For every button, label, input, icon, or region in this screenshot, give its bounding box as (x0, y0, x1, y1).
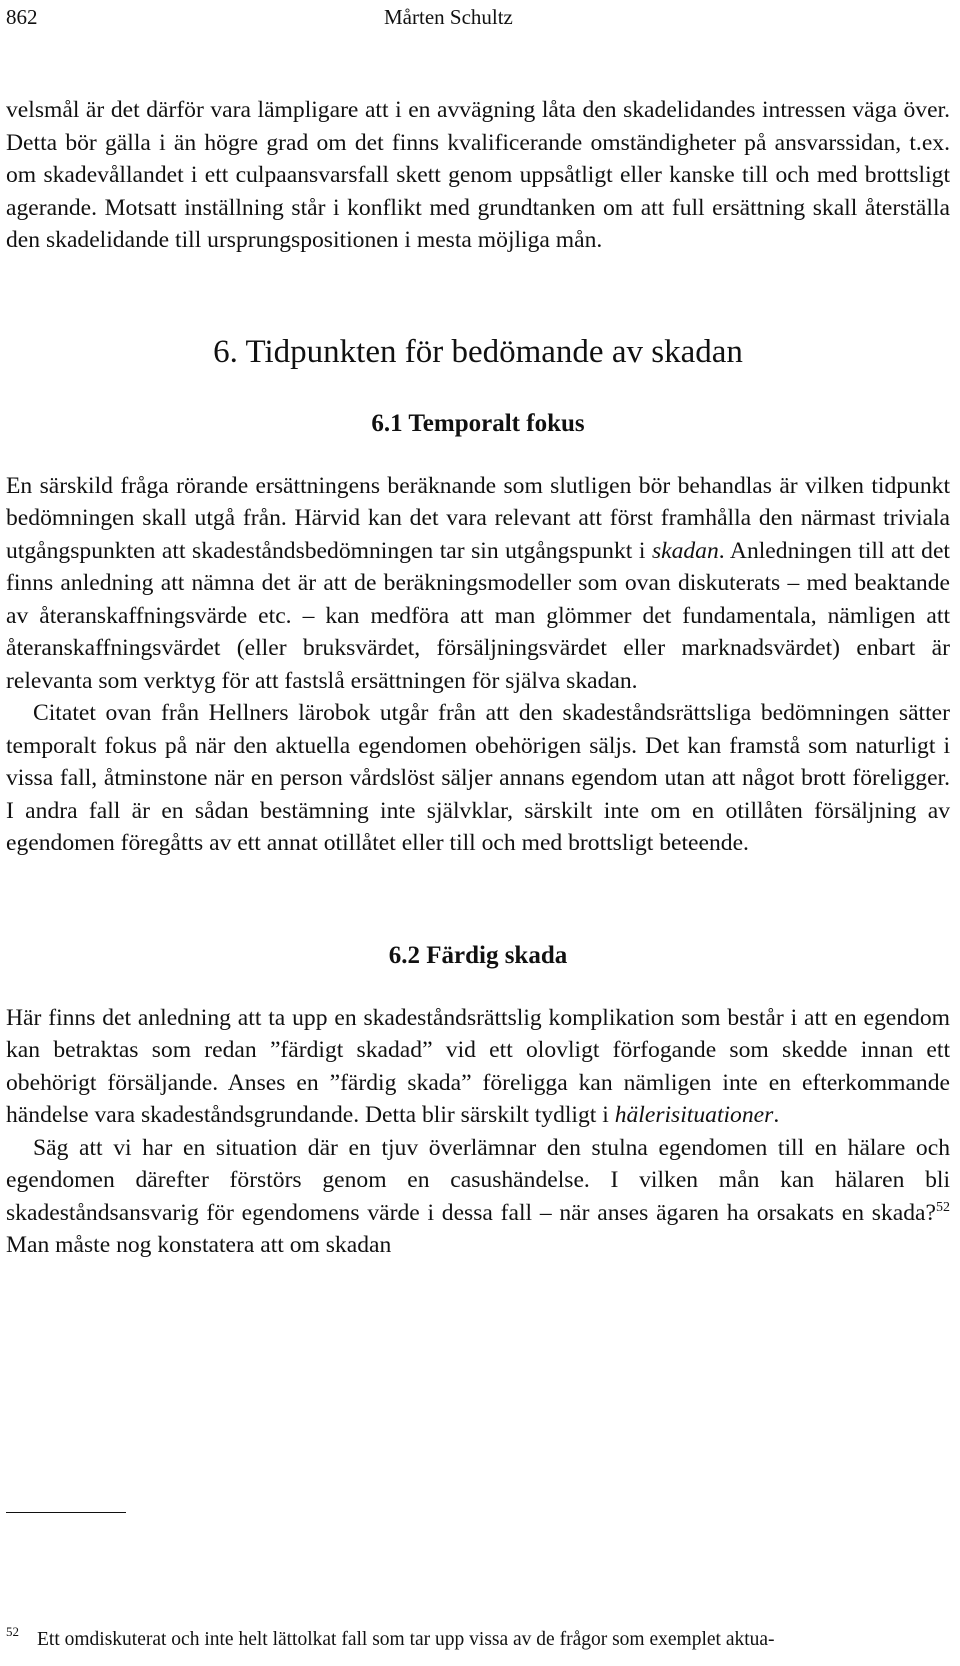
section-heading-6: 6. Tidpunkten för bedömande av skadan (213, 333, 743, 370)
footnote-text: Ett omdiskuterat och inte helt lättolkat fall som tar upp vissa av de frågor som exemplet aktua- (37, 1629, 775, 1650)
subsection-heading-6-1: 6.1 Temporalt fokus (371, 409, 585, 437)
italic-term-skadan: skadan (651, 537, 719, 564)
paragraph-6-2-2 (6, 1132, 950, 1262)
running-head-author: Mårten Schultz (384, 5, 513, 29)
page-number: 862 (6, 5, 38, 29)
paragraph-6-1-2: Citatet ovan från Hellners lärobok utgår från att den skadeståndsrättsliga bedömningen sätter temporalt fokus på när den aktuella egendomen obehörigen säljs. Det kan framstå som naturligt i vissa fall, åtminstone när en person vårdslöst säljer annans egendom utan att något brott föreligger. I andra fall är en sådan bestämning inte självklar, särskilt inte om en otillåten försäljning av egendomen föregåtts av ett annat otillåtet eller till och med brottsligt beteende. (6, 700, 950, 856)
paragraph-text: Man måste nog konstatera att om skadan (6, 1232, 392, 1258)
paragraph-text: Säg att vi har en situation där en tjuv överlämnar den stulna egendomen till en hälare och egendomen därefter förstörs genom en casushändelse. I vilken mån kan hälaren bli skadeståndsansvarig för egendomens värde i dessa fall – när anses ägaren ha orsakats en skada? (6, 1134, 950, 1226)
intro-paragraph: velsmål är det därför vara lämpligare att i en avvägning låta den skadelidandes intressen väga över. Detta bör gälla i än högre grad om det finns kvalificerande omständigheter på ansvarssidan, t.ex. om skadevållandet i ett culpaansvarsfall skett genom uppsåtligt eller kanske till och med brottsligt agerande. Motsatt inställning står i konflikt med grundtanken om att full ersättning skall återställa den skadelidande till ursprungspositionen i mesta möjliga mån. (6, 97, 950, 253)
italic-term-halerisituationer: hälerisituationer (614, 1102, 774, 1128)
footnote-number: 52 (6, 1624, 19, 1639)
paragraph-text: Här finns det anledning att ta upp en skadeståndsrättslig komplikation som består i att en egendom kan betraktas som redan ”färdigt skadad” vid ett olovligt förfogande som skedde innan ett obehörigt försäljande. Anses en ”färdig skada” föreligga kan nämligen inte en efterkommande händelse vara skadeståndsgrundande. Detta blir särskilt tydligt i (6, 1004, 950, 1128)
footnote-divider (6, 1512, 126, 1513)
paragraph-6-2-1 (6, 1002, 950, 1132)
paragraph-6-1-1 (6, 470, 950, 698)
footnote-reference[interactable]: 52 (936, 1199, 950, 1215)
paragraph-text: En särskild fråga rörande ersättningens beräknande som slutligen bör behandlas är vilken tidpunkt bedömningen skall utgå från. Härvid kan det vara relevant att först framhålla den närmast triviala utgångspunkten att skadeståndsbedömningen tar sin utgångspunkt i (6, 472, 950, 564)
paragraph-text: . Anledningen till att det finns anledning att nämna det är att de beräkningsmodeller som ovan diskuterats – med beaktande av återanskaffningsvärde etc. – kan medföra att man glömmer det fundamentala, nämligen att återanskaffningsvärdet (eller bruksvärdet, försäljningsvärdet eller marknadsvärdet) enbart är relevanta som verktyg för att fastslå ersättningen för själva skadan. (6, 537, 950, 694)
footnote (6, 1624, 950, 1652)
subsection-heading-6-2: 6.2 Färdig skada (388, 941, 568, 969)
paragraph-text: . (773, 1102, 780, 1128)
page-body (6, 94, 950, 1262)
